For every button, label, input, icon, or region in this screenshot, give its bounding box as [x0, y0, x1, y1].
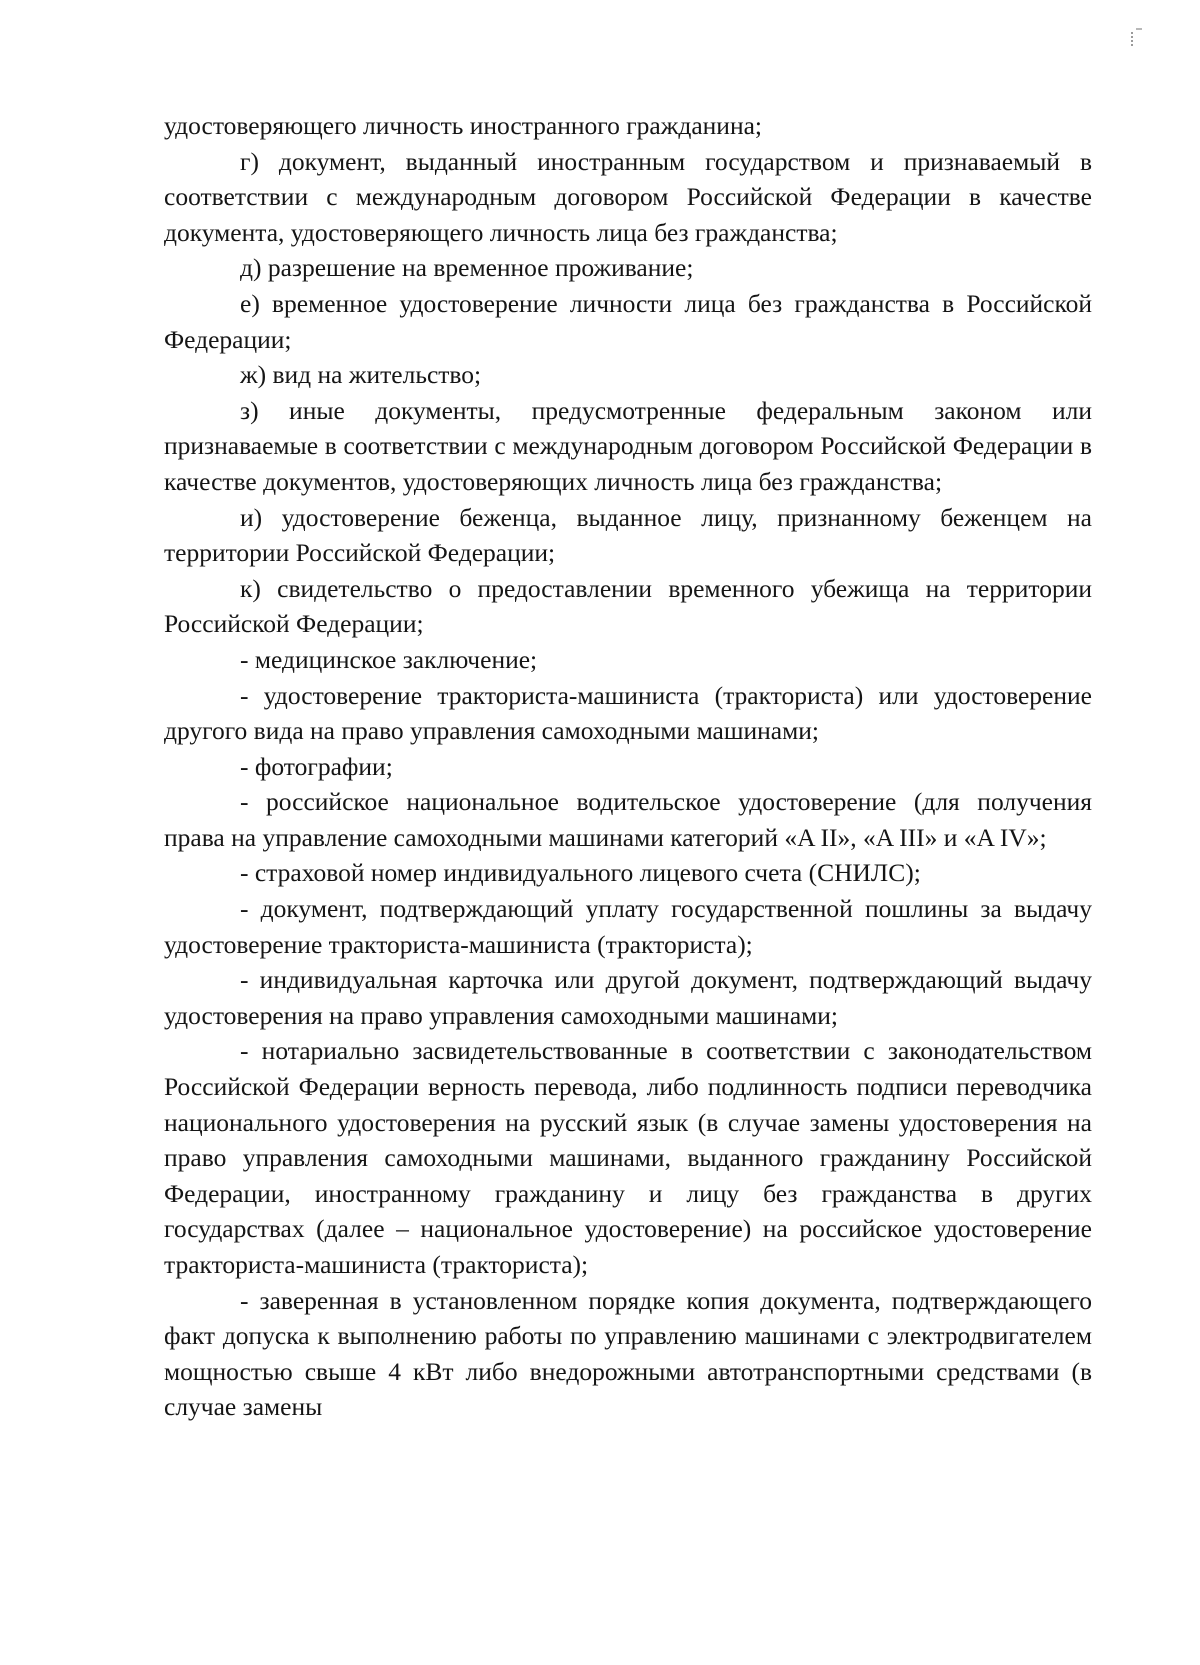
list-item-e: е) временное удостоверение личности лица без гражданства в Российской Федерации;: [164, 288, 1092, 354]
list-item-k: к) свидетельство о предоставлении временного убежища на территории Российской Федерации;: [164, 573, 1092, 639]
scan-artifact: [1136, 28, 1142, 30]
dash-item-tractor-license: - удостоверение тракториста-машиниста (тракториста) или удостоверение другого вида на право управления самоходными машинами;: [164, 680, 1092, 746]
list-item-i: и) удостоверение беженца, выданное лицу, признанному беженцем на территории Российской Федерации;: [164, 502, 1092, 568]
document-body: [164, 108, 1092, 1425]
list-item-z: з) иные документы, предусмотренные федеральным законом или признаваемые в соответствии с международным договором Российской Федерации в качестве документов, удостоверяющих личность лица без гражданства;: [164, 395, 1092, 496]
list-item-g: г) документ, выданный иностранным государством и признаваемый в соответствии с международным договором Российской Федерации в качестве документа, удостоверяющего личность лица без гражданства;: [164, 146, 1092, 247]
dash-item-driver-license: - российское национальное водительское удостоверение (для получения права на управление самоходными машинами категорий «A II», «A III» и «A IV»;: [164, 787, 1092, 852]
list-item-d: д) разрешение на временное проживание;: [240, 253, 694, 283]
dash-item-certified-copy: - заверенная в установленном порядке копия документа, подтверждающего факт допуска к выполнению работы по управлению машинами с электродвигателем мощностью свыше 4 кВт либо внедорожными автотранспортными средствами (в случае замены: [164, 1285, 1092, 1422]
dash-item-snils: - страховой номер индивидуального лицевого счета (СНИЛС);: [240, 858, 921, 888]
dash-item-photos: - фотографии;: [240, 751, 393, 781]
paragraph-continuation: удостоверяющего личность иностранного гражданина;: [164, 111, 763, 140]
dash-item-medical: - медицинское заключение;: [240, 644, 538, 674]
list-item-zh: ж) вид на жительство;: [240, 360, 482, 390]
dash-item-card: - индивидуальная карточка или другой документ, подтверждающий выдачу удостоверения на право управления самоходными машинами;: [164, 965, 1092, 1030]
dash-item-notarized: - нотариально засвидетельствованные в соответствии с законодательством Российской Федерации верность перевода, либо подлинность подписи переводчика национального удостоверения на русский язык (в случае замены удостоверения на право управления самоходными машинами, выданного гражданину Российской Федерации, иностранному гражданину и лицу без гражданства в других государствах (далее – национальное удостоверение) на российское удостоверение тракториста-машиниста (тракториста);: [164, 1036, 1092, 1279]
dash-item-fee: - документ, подтверждающий уплату государственной пошлины за выдачу удостоверение тракториста-машиниста (тракториста);: [164, 894, 1092, 959]
scan-artifact: [1131, 32, 1136, 46]
